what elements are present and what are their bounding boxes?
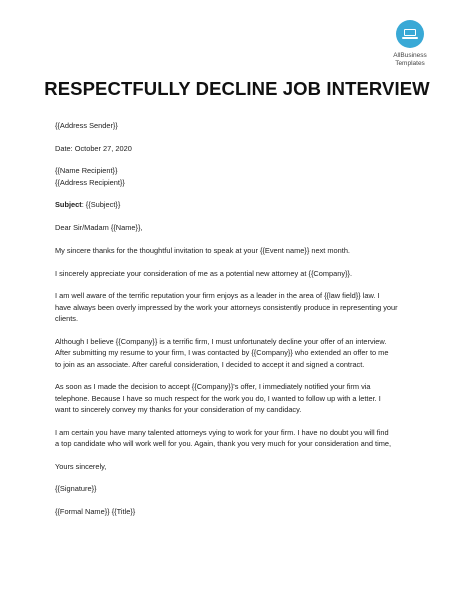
paragraph-4-line: After submitting my resume to your firm, I was contacted by {{Company}} who extended an offer to me xyxy=(55,348,389,357)
address-sender: {{Address Sender}} xyxy=(55,121,118,130)
document-title: RESPECTFULLY DECLINE JOB INTERVIEW xyxy=(44,78,430,99)
paragraph-6-line: a top candidate who will work well for you. Again, thank you very much for your consideration and time, xyxy=(55,439,392,448)
paragraph-6-line: I am certain you have many talented attorneys vying to work for your firm. I have no doubt you will find xyxy=(55,427,389,437)
paragraph-5-line: As soon as I made the decision to accept {{Company}}'s offer, I immediately notified your firm via xyxy=(55,382,371,391)
paragraph-1: My sincere thanks for the thoughtful invitation to speak at your {{Event name}} next month. xyxy=(55,246,350,255)
paragraph-5 xyxy=(55,381,435,416)
closing: Yours sincerely, xyxy=(55,461,107,471)
address-recipient: {{Address Recipient}} xyxy=(55,177,125,187)
paragraph-2: I sincerely appreciate your consideration of me as a potential new attorney at {{Company}}. xyxy=(55,268,353,278)
signature: {{Signature}} xyxy=(55,484,97,493)
paragraph-3-line: I am well aware of the terrific reputation your firm enjoys as a leader in the area of {{law field}} law. I xyxy=(55,291,380,300)
salutation: Dear Sir/Madam {{Name}}, xyxy=(55,222,143,232)
logo-line1: AllBusiness xyxy=(393,52,427,59)
paragraph-3 xyxy=(55,290,435,325)
subject-label: Subject xyxy=(55,200,82,209)
paragraph-4 xyxy=(55,336,435,371)
laptop-icon xyxy=(396,20,424,48)
paragraph-4-line: Although I believe {{Company}} is a terrific firm, I must unfortunately decline your offer of an interview. xyxy=(55,336,387,346)
logo-line2: Templates xyxy=(395,59,425,67)
allbusiness-templates-logo xyxy=(380,20,440,67)
paragraph-6 xyxy=(55,427,435,450)
name-recipient: {{Name Recipient}} xyxy=(55,166,118,175)
letter-body xyxy=(55,120,435,517)
subject-line xyxy=(55,199,435,211)
paragraph-3-line: clients. xyxy=(55,314,79,323)
formal-name-title: {{Formal Name}} {{Title}} xyxy=(55,506,136,516)
subject-value: : {{Subject}} xyxy=(81,200,121,209)
logo-text xyxy=(380,52,440,67)
letter-date: Date: October 27, 2020 xyxy=(55,143,132,153)
paragraph-3-line: have always been overly impressed by the work your attorneys consistently produce in representing your xyxy=(55,302,398,312)
paragraph-5-line: want to sincerely convey my thanks for your consideration of my candidacy. xyxy=(55,405,302,414)
paragraph-4-line: to join as an associate. After careful consideration, I decided to accept it and signed a contract. xyxy=(55,359,365,369)
paragraph-5-line: telephone. Because I have so much respect for the work you do, I wanted to follow up with a letter. I xyxy=(55,393,381,403)
